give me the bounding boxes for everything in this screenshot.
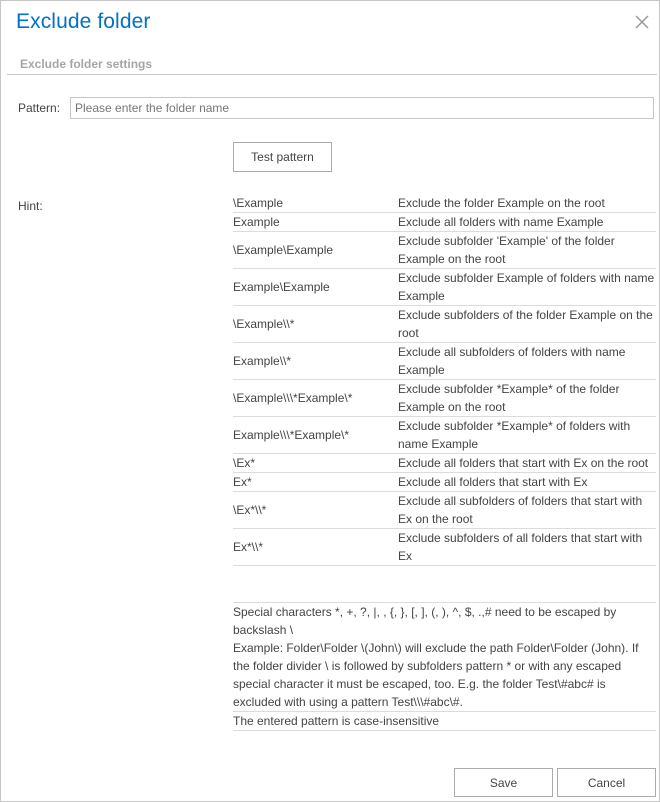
hint-description: Exclude subfolder *Example* of the folder Example on the root [398, 380, 656, 417]
hint-pattern: Example\Example [233, 269, 398, 306]
close-icon[interactable] [633, 13, 651, 31]
section-title: Exclude folder settings [20, 57, 153, 71]
case-insensitive-note: The entered pattern is case-insensitive [233, 712, 656, 731]
hint-description: Exclude all subfolders of folders that start with Ex on the root [398, 492, 656, 529]
hint-pattern: \Example\\* [233, 306, 398, 343]
table-row [233, 492, 656, 529]
table-row [233, 380, 656, 417]
cancel-button[interactable]: Cancel [557, 768, 656, 797]
section-divider [7, 74, 657, 75]
dialog-title: Exclude folder [16, 10, 151, 33]
hint-pattern: \Example [233, 194, 398, 213]
hint-description: Exclude all folders that start with Ex [398, 473, 656, 492]
hint-pattern: Example [233, 213, 398, 232]
table-row [233, 306, 656, 343]
hint-pattern: Example\\* [233, 343, 398, 380]
hint-description: Exclude subfolder *Example* of folders with name Example [398, 417, 656, 454]
table-row [233, 194, 656, 213]
table-row [233, 529, 656, 566]
hint-description: Exclude the folder Example on the root [398, 194, 656, 213]
hint-description: Exclude subfolder 'Example' of the folder Example on the root [398, 232, 656, 269]
hint-description: Exclude all folders with name Example [398, 213, 656, 232]
save-button[interactable]: Save [454, 768, 553, 797]
hint-description: Exclude all folders that start with Ex on the root [398, 454, 656, 473]
hint-description: Exclude subfolders of the folder Example on the root [398, 306, 656, 343]
table-row [233, 473, 656, 492]
hint-pattern: Ex*\\* [233, 529, 398, 566]
table-row [233, 343, 656, 380]
hint-pattern: Example\\\*Example\* [233, 417, 398, 454]
table-row [233, 417, 656, 454]
table-row [233, 269, 656, 306]
pattern-label: Pattern: [18, 101, 61, 115]
spacer-row [233, 566, 656, 603]
table-row [233, 232, 656, 269]
hint-pattern: \Ex*\\* [233, 492, 398, 529]
note-row [233, 603, 656, 712]
special-characters-note: Special characters *, +, ?, |, , {, }, [, ], (, ), ^, $, .,# need to be escaped by backslash \ [233, 605, 617, 637]
hint-pattern: Ex* [233, 473, 398, 492]
hint-description: Exclude all subfolders of folders with name Example [398, 343, 656, 380]
table-row [233, 454, 656, 473]
example-note: Example: Folder\Folder \(John\) will exclude the path Folder\Folder (John). If the folder divider \ is followed by subfolders pattern * or with any escaped special character it must be escaped, too. E.g. the folder Test\#abc# is excluded with using a pattern Test\\\#abc\#. [233, 641, 639, 709]
test-pattern-button[interactable]: Test pattern [233, 142, 332, 172]
hint-table [233, 194, 656, 731]
table-row [233, 213, 656, 232]
note-row [233, 712, 656, 731]
hint-pattern: \Ex* [233, 454, 398, 473]
hint-description: Exclude subfolder Example of folders with name Example [398, 269, 656, 306]
hint-pattern: \Example\\\*Example\* [233, 380, 398, 417]
hint-description: Exclude subfolders of all folders that start with Ex [398, 529, 656, 566]
hint-label: Hint: [18, 199, 43, 213]
hint-pattern: \Example\Example [233, 232, 398, 269]
pattern-input[interactable] [70, 97, 654, 119]
